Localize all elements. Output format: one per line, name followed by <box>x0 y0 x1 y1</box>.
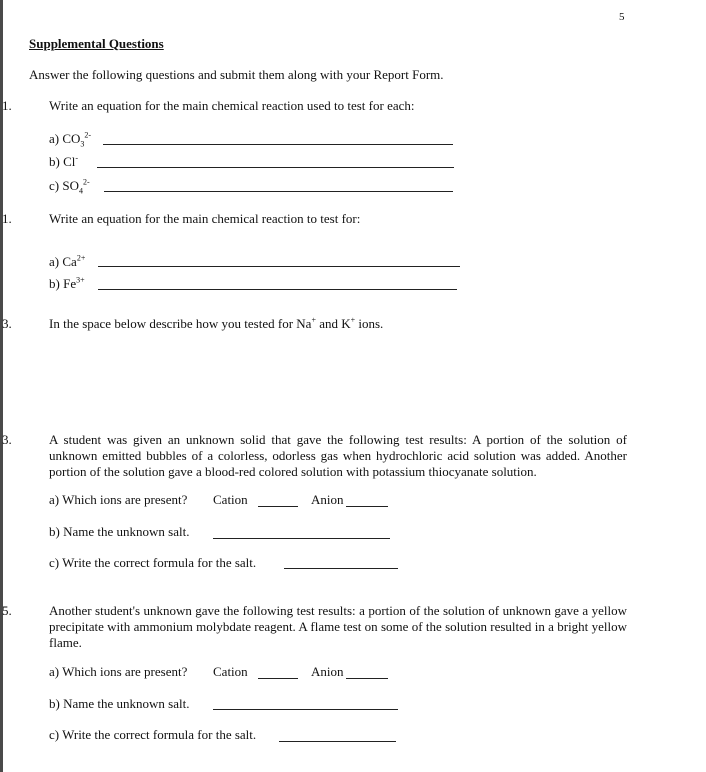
q4-c-prompt: c) Write the correct formula for the salt. <box>49 555 257 570</box>
q3-prompt: In the space below describe how you tested for Na+ and K+ ions. <box>49 315 384 331</box>
q5-b-prompt: b) Name the unknown salt. <box>49 696 190 711</box>
q5-anion-label: Anion <box>311 664 344 679</box>
q4-cation-blank[interactable] <box>258 506 298 507</box>
q5-anion-blank[interactable] <box>346 678 388 679</box>
q4-b-prompt: b) Name the unknown salt. <box>49 524 190 539</box>
q2-answer-blank-b[interactable] <box>98 289 457 290</box>
q2-item-b: b) $Fe^{3+}$ <box>49 275 85 291</box>
q1-item-a: a) $CO_3^{2-}$ <box>49 130 92 149</box>
q4-formula-blank[interactable] <box>284 568 398 569</box>
q1-item-c: c) $SO_4^{2-}$ <box>49 177 90 196</box>
q2-answer-blank-a[interactable] <box>98 266 460 267</box>
q4-anion-label: Anion <box>311 492 344 507</box>
q4-number: 3. <box>2 432 12 447</box>
q5-salt-name-blank[interactable] <box>213 709 398 710</box>
q5-number: 5. <box>2 603 12 618</box>
q4-cation-label: Cation <box>213 492 248 507</box>
q2-prompt: Write an equation for the main chemical reaction to test for: <box>49 211 361 226</box>
intro-text: Answer the following questions and submit them along with your Report Form. <box>29 67 444 82</box>
q5-c-prompt: c) Write the correct formula for the salt. <box>49 727 257 742</box>
q5-text: Another student's unknown gave the following test results: a portion of the solution of unknown gave a yellow precipitate with ammonium molybdate reagent. A flame test on some of the solution resulted in a bright yellow flame. <box>49 603 627 650</box>
q5-formula-blank[interactable] <box>279 741 396 742</box>
q1-answer-blank-c[interactable] <box>104 191 453 192</box>
q4-a-prompt: a) Which ions are present? <box>49 492 188 507</box>
q1-number: 1. <box>2 98 12 113</box>
q4-text: A student was given an unknown solid that gave the following test results: A portion of the solution of unknown emitted bubbles of a colorless, odorless gas when hydrochloric acid solution was added. Another portion of the solution gave a blood-red colored solution with potassium thiocyanate solution. <box>49 432 627 479</box>
q4-salt-name-blank[interactable] <box>213 538 390 539</box>
page-title: Supplemental Questions <box>29 36 164 51</box>
q1-answer-blank-a[interactable] <box>103 144 453 145</box>
q1-answer-blank-b[interactable] <box>97 167 454 168</box>
q5-cation-blank[interactable] <box>258 678 298 679</box>
q5-a-prompt: a) Which ions are present? <box>49 664 188 679</box>
q1-item-b: b) Cl- <box>49 153 79 169</box>
q3-number: 3. <box>2 316 12 331</box>
q4-anion-blank[interactable] <box>346 506 388 507</box>
q2-item-a: a) $Ca^{2+}$ <box>49 253 86 269</box>
page-number: 5 <box>619 11 625 23</box>
q5-cation-label: Cation <box>213 664 248 679</box>
q2-number: 1. <box>2 211 12 226</box>
q1-prompt: Write an equation for the main chemical reaction used to test for each: <box>49 98 415 113</box>
page-edge-strip <box>0 0 3 772</box>
